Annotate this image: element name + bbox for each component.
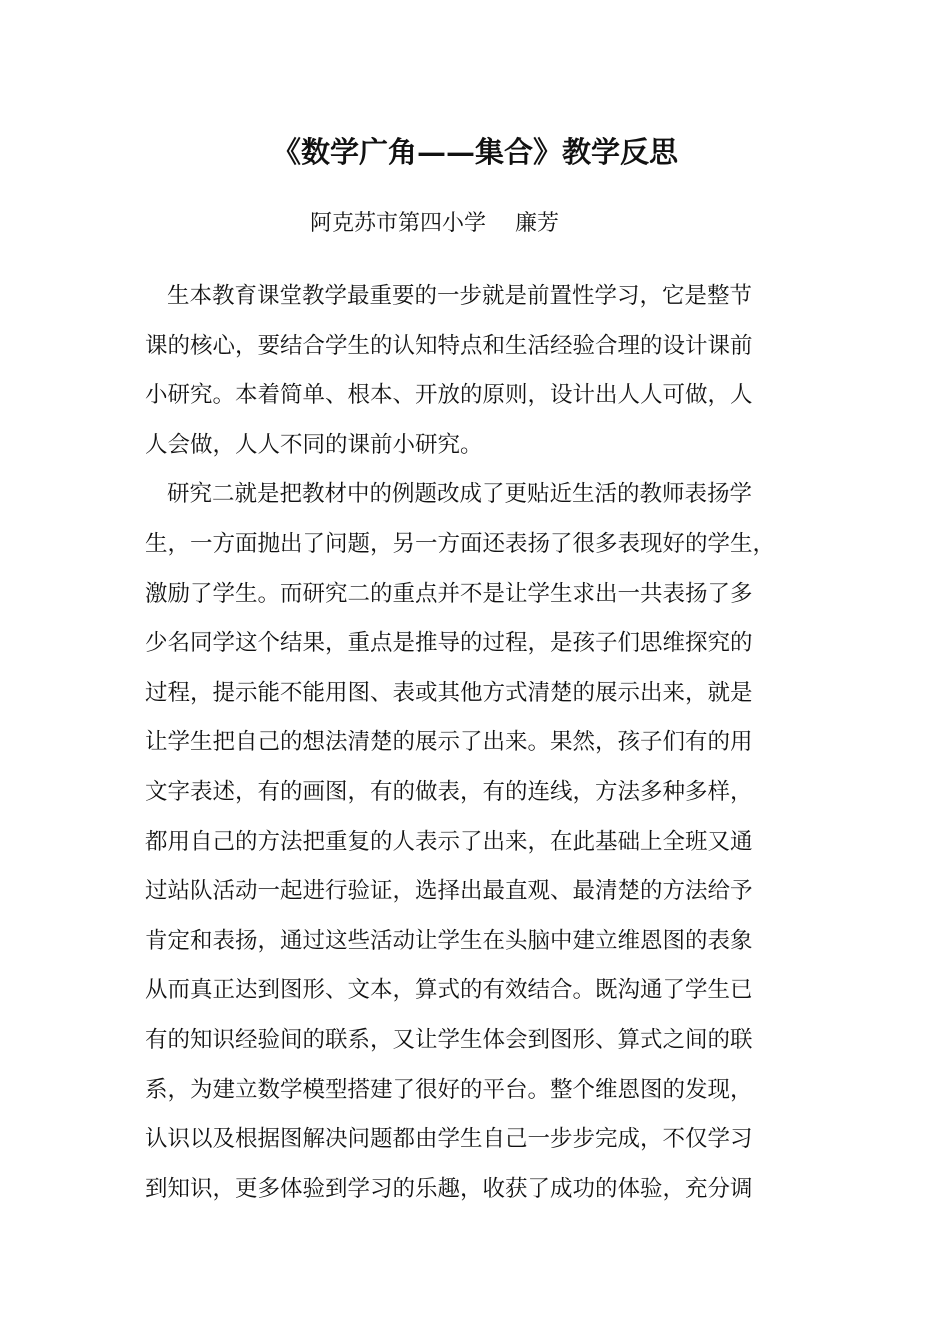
document-title: 《数学广角——集合》教学反思 [271,135,678,169]
document-body [145,272,805,1214]
paragraph-line: 生，一方面抛出了问题，另一方面还表扬了很多表现好的学生， [145,530,776,557]
paragraph-line: 从而真正达到图形、文本，算式的有效结合。既沟通了学生已 [145,977,753,1004]
paragraph-line: 生本教育课堂教学最重要的一步就是前置性学习，它是整节 [167,283,753,309]
paragraph-line: 文字表述，有的画图，有的做表，有的连线，方法多种多样， [145,778,753,805]
paragraph-line: 过程，提示能不能用图、表或其他方式清楚的展示出来，就是 [145,679,753,706]
author-line: 阿克苏市第四小学 廉芳 [310,211,559,236]
paragraph-line: 少名同学这个结果，重点是推导的过程，是孩子们思维探究的 [145,630,753,657]
paragraph-line: 课的核心，要结合学生的认知特点和生活经验合理的设计课前 [145,332,753,359]
paragraph-line: 到知识，更多体验到学习的乐趣，收获了成功的体验，充分调 [145,1175,753,1202]
paragraph-line: 激励了学生。而研究二的重点并不是让学生求出一共表扬了多 [145,580,753,607]
paragraph-line: 认识以及根据图解决问题都由学生自己一步步完成，不仅学习 [145,1126,753,1153]
paragraph-line: 肯定和表扬，通过这些活动让学生在头脑中建立维恩图的表象 [145,927,753,954]
paragraph-line: 人会做，人人不同的课前小研究。 [145,431,483,458]
paragraph-line: 小研究。本着简单、根本、开放的原则，设计出人人可做，人 [145,382,753,409]
paragraph-line: 系，为建立数学模型搭建了很好的平台。整个维恩图的发现， [145,1076,753,1103]
paragraph-line: 过站队活动一起进行验证，选择出最直观、最清楚的方法给予 [145,878,753,905]
paragraph-line: 有的知识经验间的联系，又让学生体会到图形、算式之间的联 [145,1026,753,1053]
paragraph-line: 让学生把自己的想法清楚的展示了出来。果然，孩子们有的用 [145,729,753,756]
paragraph-line: 都用自己的方法把重复的人表示了出来，在此基础上全班又通 [145,828,753,855]
paragraph-line: 研究二就是把教材中的例题改成了更贴近生活的教师表扬学 [167,481,753,508]
